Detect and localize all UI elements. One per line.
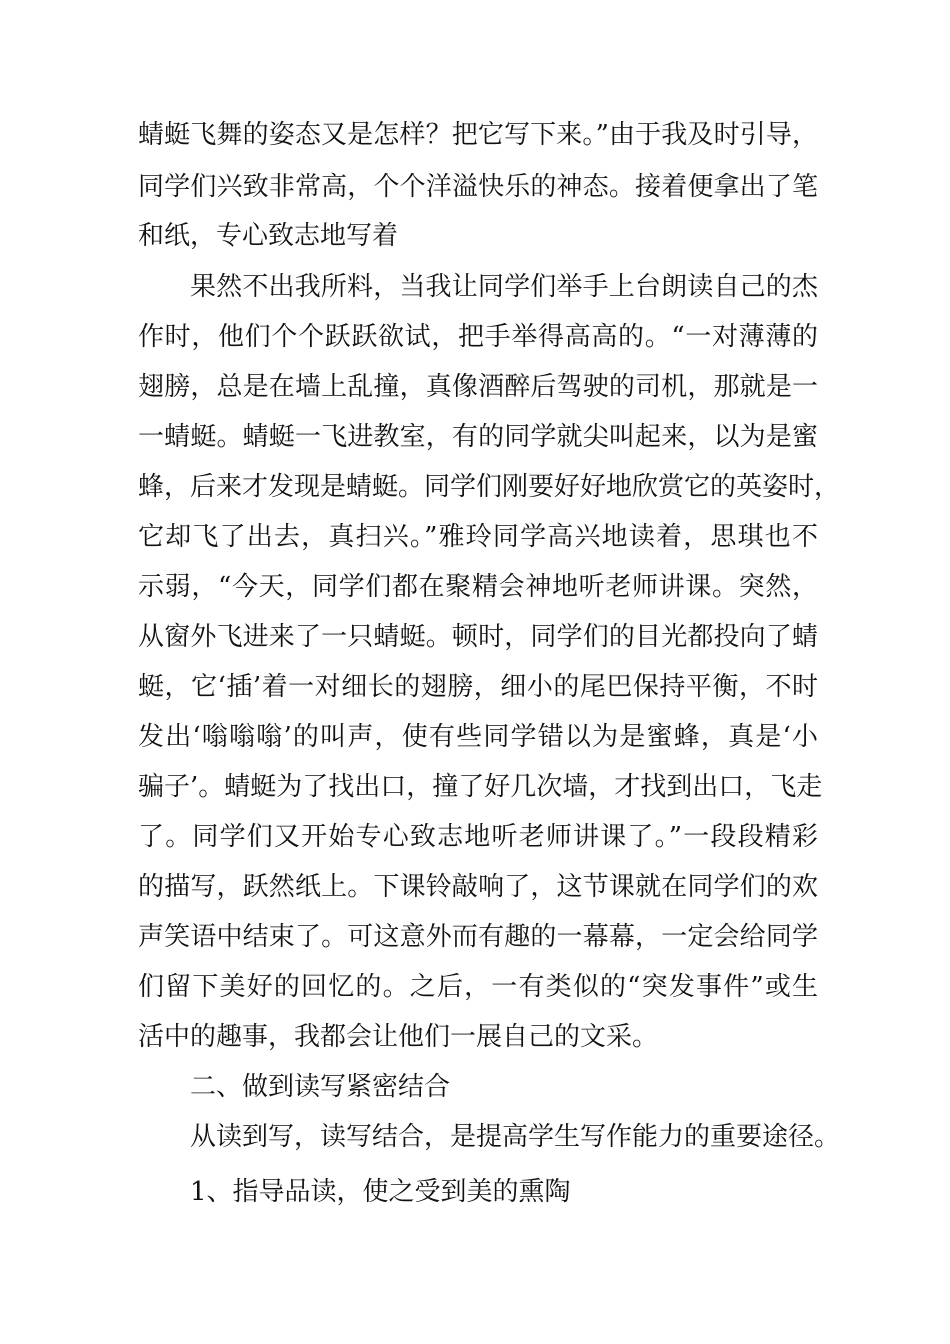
paragraph-line: 蜻蜓飞舞的姿态又是怎样？把它写下来。”由于我及时引导， bbox=[138, 120, 818, 150]
paragraph-line: 了。同学们又开始专心致志地听老师讲课了。”一段段精彩 bbox=[138, 822, 818, 852]
paragraph-line: 翅膀，总是在墙上乱撞，真像酒醉后驾驶的司机，那就是一 bbox=[138, 372, 818, 402]
paragraph-line: 蜂，后来才发现是蜻蜓。同学们刚要好好地欣赏它的英姿时， bbox=[138, 472, 841, 502]
paragraph-line: 的描写，跃然纸上。下课铃敲响了，这节课就在同学们的欢 bbox=[138, 872, 818, 902]
paragraph-line: 发出‘嗡嗡嗡’的叫声，使有些同学错以为是蜜蜂，真是‘小 bbox=[138, 722, 818, 752]
paragraph-line: 们留下美好的回忆的。之后，一有类似的“突发事件”或生 bbox=[138, 972, 818, 1002]
paragraph-line: 同学们兴致非常高，个个洋溢快乐的神态。接着便拿出了笔 bbox=[138, 172, 818, 202]
paragraph-line: 从窗外飞进来了一只蜻蜓。顿时，同学们的目光都投向了蜻 bbox=[138, 622, 818, 652]
paragraph-line: 声笑语中结束了。可这意外而有趣的一幕幕，一定会给同学 bbox=[138, 922, 818, 952]
paragraph-line: 它却飞了出去，真扫兴。”雅玲同学高兴地读着，思琪也不 bbox=[138, 522, 818, 552]
section-heading: 二、做到读写紧密结合 bbox=[190, 1072, 451, 1102]
paragraph-line: 骗子’。蜻蜓为了找出口，撞了好几次墙，才找到出口，飞走 bbox=[138, 772, 823, 802]
paragraph-line: 蜓，它‘插’着一对细长的翅膀，细小的尾巴保持平衡，不时 bbox=[138, 672, 818, 702]
paragraph-line: 果然不出我所料，当我让同学们举手上台朗读自己的杰 bbox=[190, 272, 818, 302]
paragraph-line: 作时，他们个个跃跃欲试，把手举得高高的。“一对薄薄的 bbox=[138, 322, 818, 352]
paragraph-line: 和纸，专心致志地写着 bbox=[138, 221, 399, 251]
paragraph-line: 一蜻蜓。蜻蜓一飞进教室，有的同学就尖叫起来，以为是蜜 bbox=[138, 422, 818, 452]
subheading: 1、指导品读，使之受到美的熏陶 bbox=[190, 1177, 571, 1207]
paragraph-line: 活中的趣事，我都会让他们一展自己的文采。 bbox=[138, 1022, 659, 1052]
paragraph-line: 示弱，“今天，同学们都在聚精会神地听老师讲课。突然， bbox=[138, 572, 818, 602]
section-intro: 从读到写，读写结合，是提高学生写作能力的重要途径。 bbox=[190, 1122, 841, 1152]
